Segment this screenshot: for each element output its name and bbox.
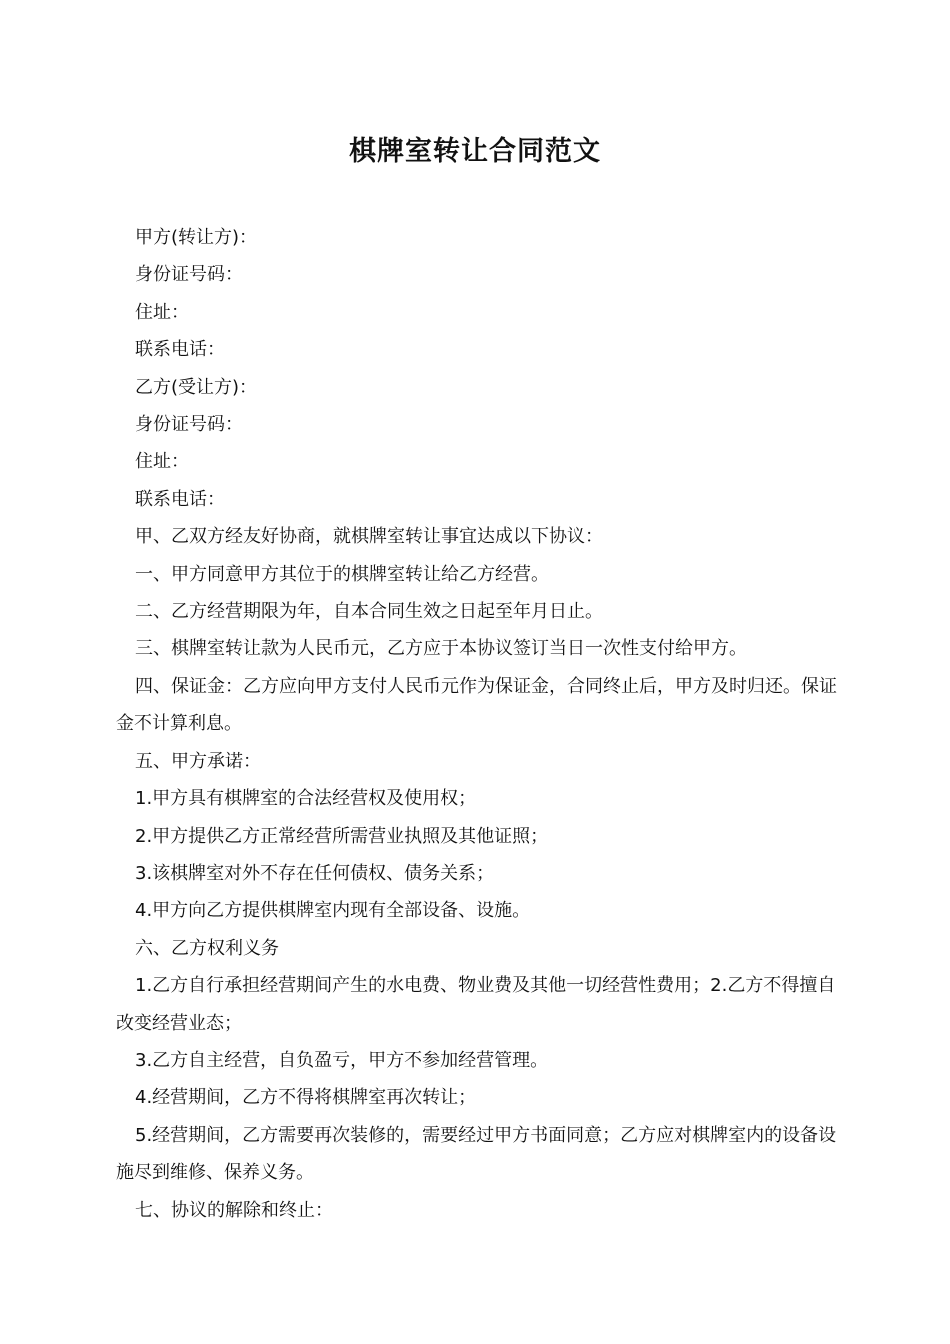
clause-6-heading: 六、乙方权利义务 [135,937,279,959]
clause-6-item-1-2: 1.乙方自行承担经营期间产生的水电费、物业费及其他一切经营性费用；2.乙方不得擅自改变经营业态； [116,975,836,1034]
clause-1: 一、甲方同意甲方其位于的棋牌室转让给乙方经营。 [135,563,549,585]
clause-4: 四、保证金：乙方应向甲方支付人民币元作为保证金，合同终止后，甲方及时归还。保证金不计算利息。 [116,675,837,735]
party-a-address: 住址： [135,301,189,323]
clause-2: 二、乙方经营期限为年，自本合同生效之日起至年月日止。 [135,601,603,623]
document-title: 棋牌室转让合同范文 [349,136,601,167]
party-a-label: 甲方(转让方)： [135,227,258,248]
party-b-label: 乙方(受让方)： [135,376,258,398]
clause-5-heading: 五、甲方承诺： [135,750,261,772]
party-b-phone: 联系电话： [135,488,225,510]
clause-3: 三、棋牌室转让款为人民币元，乙方应于本协议签订当日一次性支付给甲方。 [135,638,747,660]
clause-5-item-3: 3.该棋牌室对外不存在任何债权、债务关系； [135,862,495,884]
clause-6-item-4: 4.经营期间，乙方不得将棋牌室再次转让； [135,1087,477,1109]
party-b-address: 住址： [135,451,189,473]
document-body [116,219,840,1229]
clause-6-item-5: 5.经营期间，乙方需要再次装修的，需要经过甲方书面同意；乙方应对棋牌室内的设备设施尽到维修、保养义务。 [116,1124,837,1184]
party-a-phone: 联系电话： [135,339,225,361]
preamble: 甲、乙双方经友好协商，就棋牌室转让事宜达成以下协议： [135,526,603,548]
clause-5-item-1: 1.甲方具有棋牌室的合法经营权及使用权； [135,788,477,810]
party-b-id-number: 身份证号码： [135,414,243,436]
party-a-id-number: 身份证号码： [135,264,243,286]
clause-7-heading: 七、协议的解除和终止： [135,1199,333,1221]
clause-5-item-2: 2.甲方提供乙方正常经营所需营业执照及其他证照； [135,825,549,847]
clause-6-item-3: 3.乙方自主经营，自负盈亏，甲方不参加经营管理。 [135,1049,549,1071]
clause-5-item-4: 4.甲方向乙方提供棋牌室内现有全部设备、设施。 [135,900,531,922]
